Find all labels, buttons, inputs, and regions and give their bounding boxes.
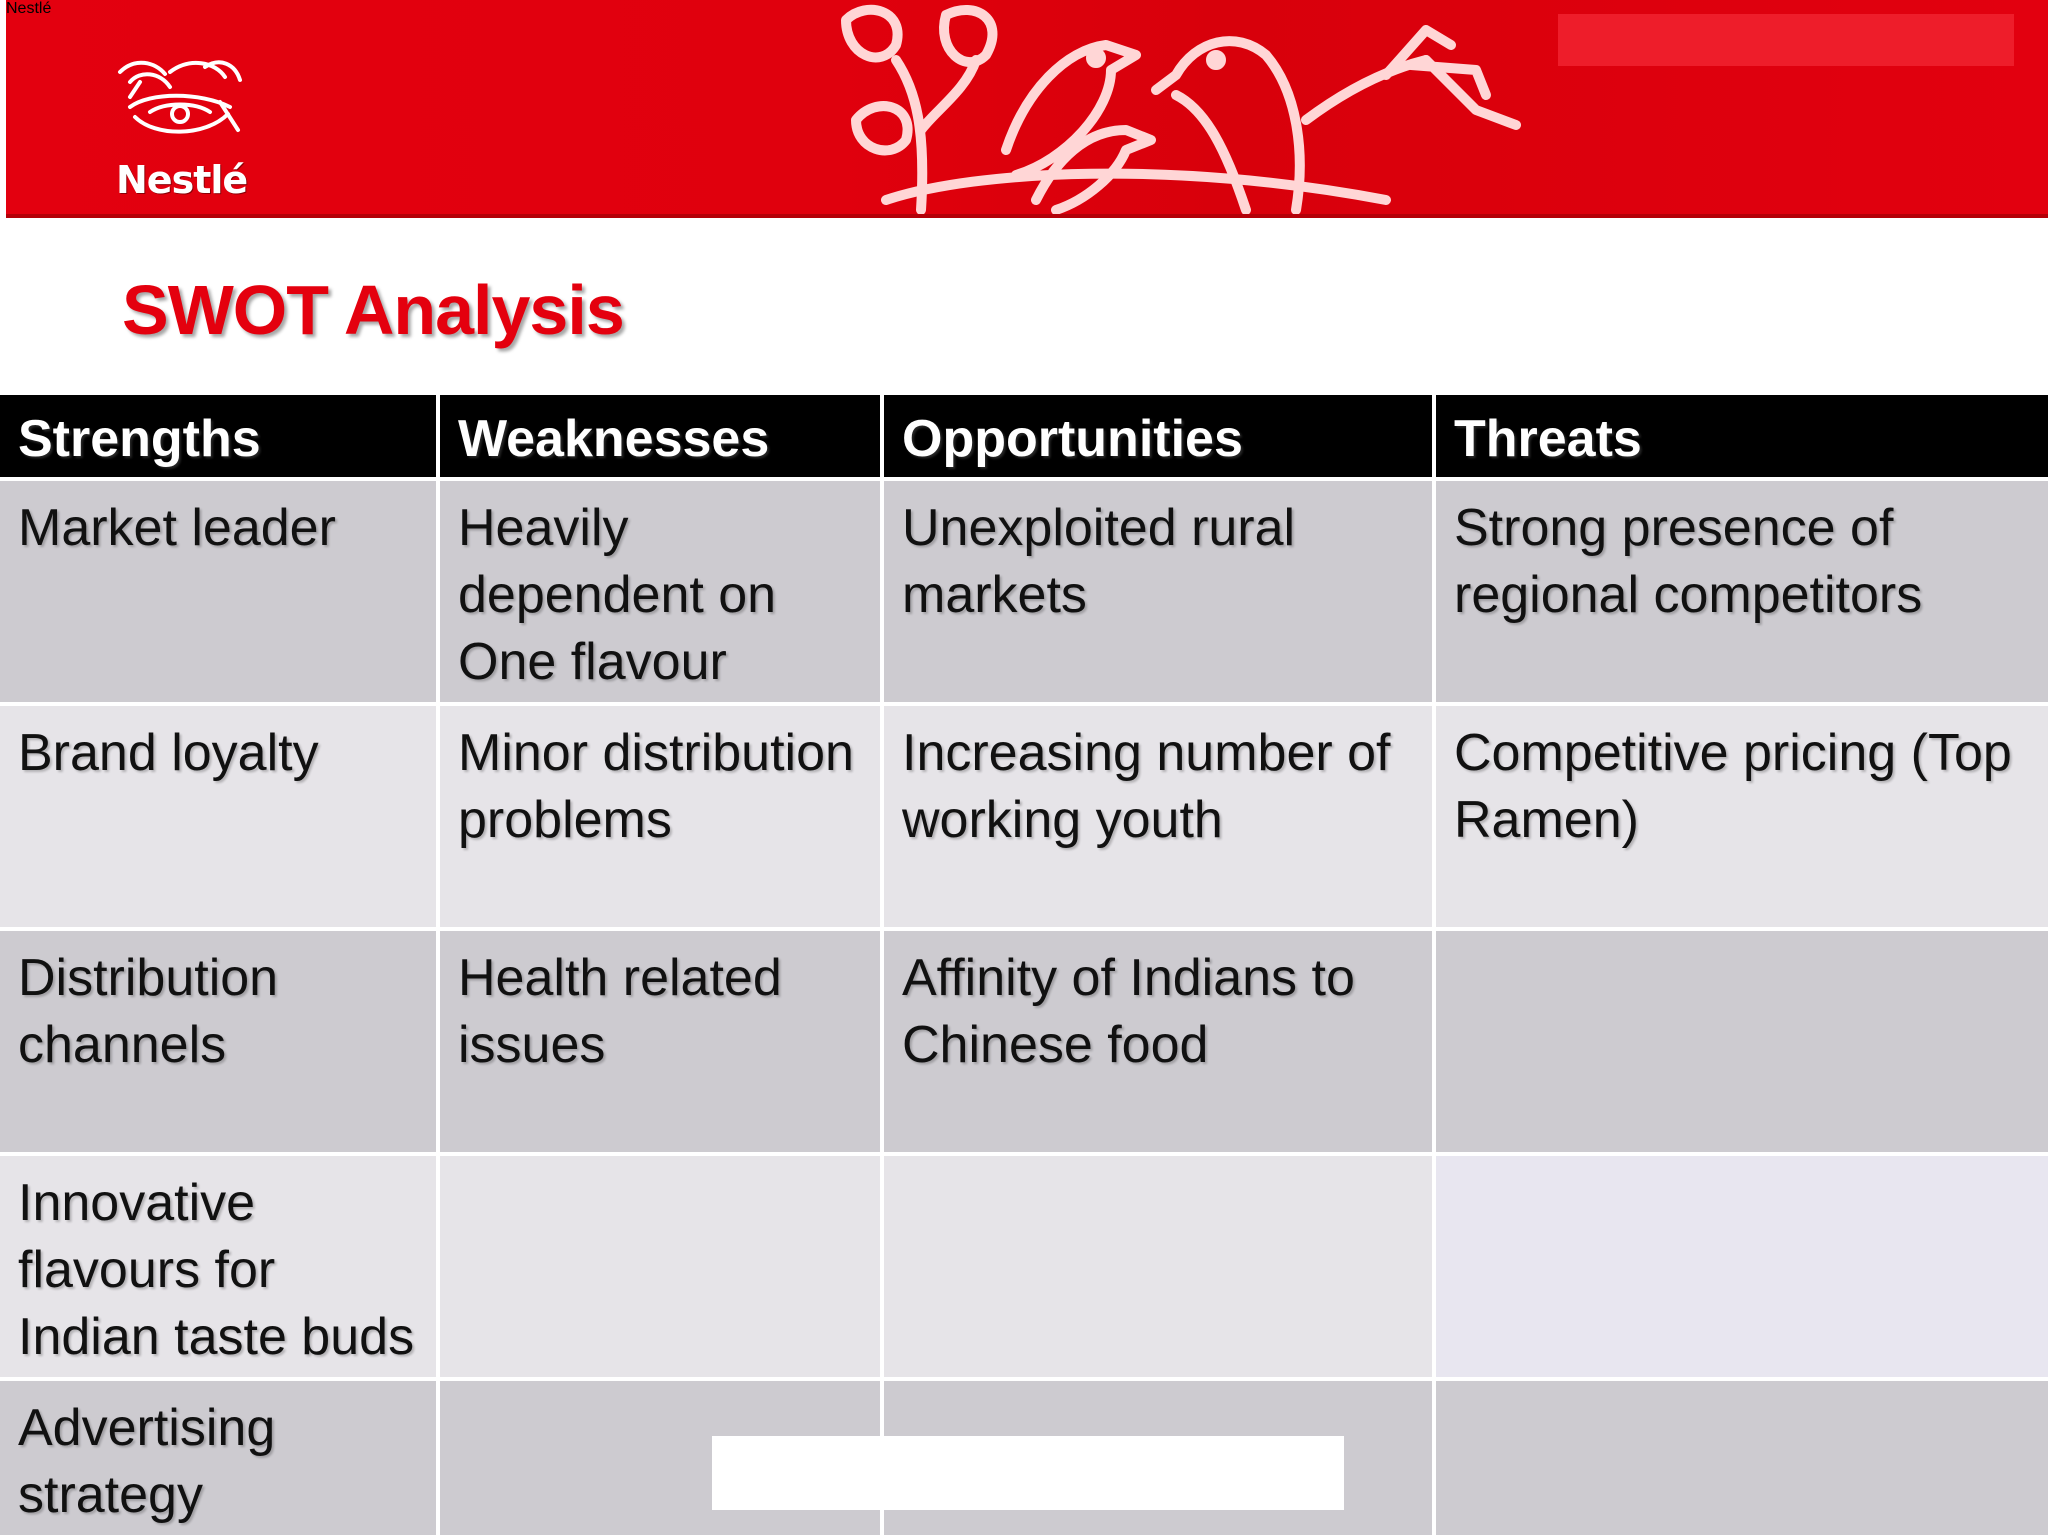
table-cell: Heavily dependent on One flavour — [440, 481, 884, 706]
table-cell — [1436, 1381, 2048, 1536]
table-cell: Advertising strategy — [0, 1381, 440, 1536]
page-title: SWOT Analysis — [122, 271, 624, 349]
logo-wordmark: Nestlé — [6, 0, 52, 17]
swot-table — [0, 392, 2048, 1536]
table-cell: Strong presence of regional competitors — [1436, 481, 2048, 706]
table-cell — [884, 1156, 1436, 1381]
table-cell: Minor distribution problems — [440, 706, 884, 931]
table-cell: Increasing number of working youth — [884, 706, 1436, 931]
table-cell — [1436, 931, 2048, 1156]
header-blank-box — [1558, 14, 2014, 66]
birds-nest-decoration-icon — [826, 0, 1546, 218]
header-threats: Threats — [1436, 395, 2048, 481]
table-cell — [1436, 1156, 2048, 1381]
table-cell: Competitive pricing (Top Ramen) — [1436, 706, 2048, 931]
blank-overlay-box — [712, 1436, 1344, 1510]
banner-edge — [6, 214, 2048, 218]
table-cell: Distribution channels — [0, 931, 440, 1156]
table-cell: Market leader — [0, 481, 440, 706]
logo-wordmark: Nestlé — [116, 158, 248, 202]
header-banner — [6, 0, 2048, 218]
table-cell: Unexploited rural markets — [884, 481, 1436, 706]
table-cell: Affinity of Indians to Chinese food — [884, 931, 1436, 1156]
header-strengths: Strengths — [0, 395, 440, 481]
table-cell: Innovative flavours for Indian taste buds — [0, 1156, 440, 1381]
header-weaknesses: Weaknesses — [440, 395, 884, 481]
table-cell: Brand loyalty — [0, 706, 440, 931]
table-cell: Health related issues — [440, 931, 884, 1156]
header-opportunities: Opportunities — [884, 395, 1436, 481]
table-cell — [440, 1156, 884, 1381]
